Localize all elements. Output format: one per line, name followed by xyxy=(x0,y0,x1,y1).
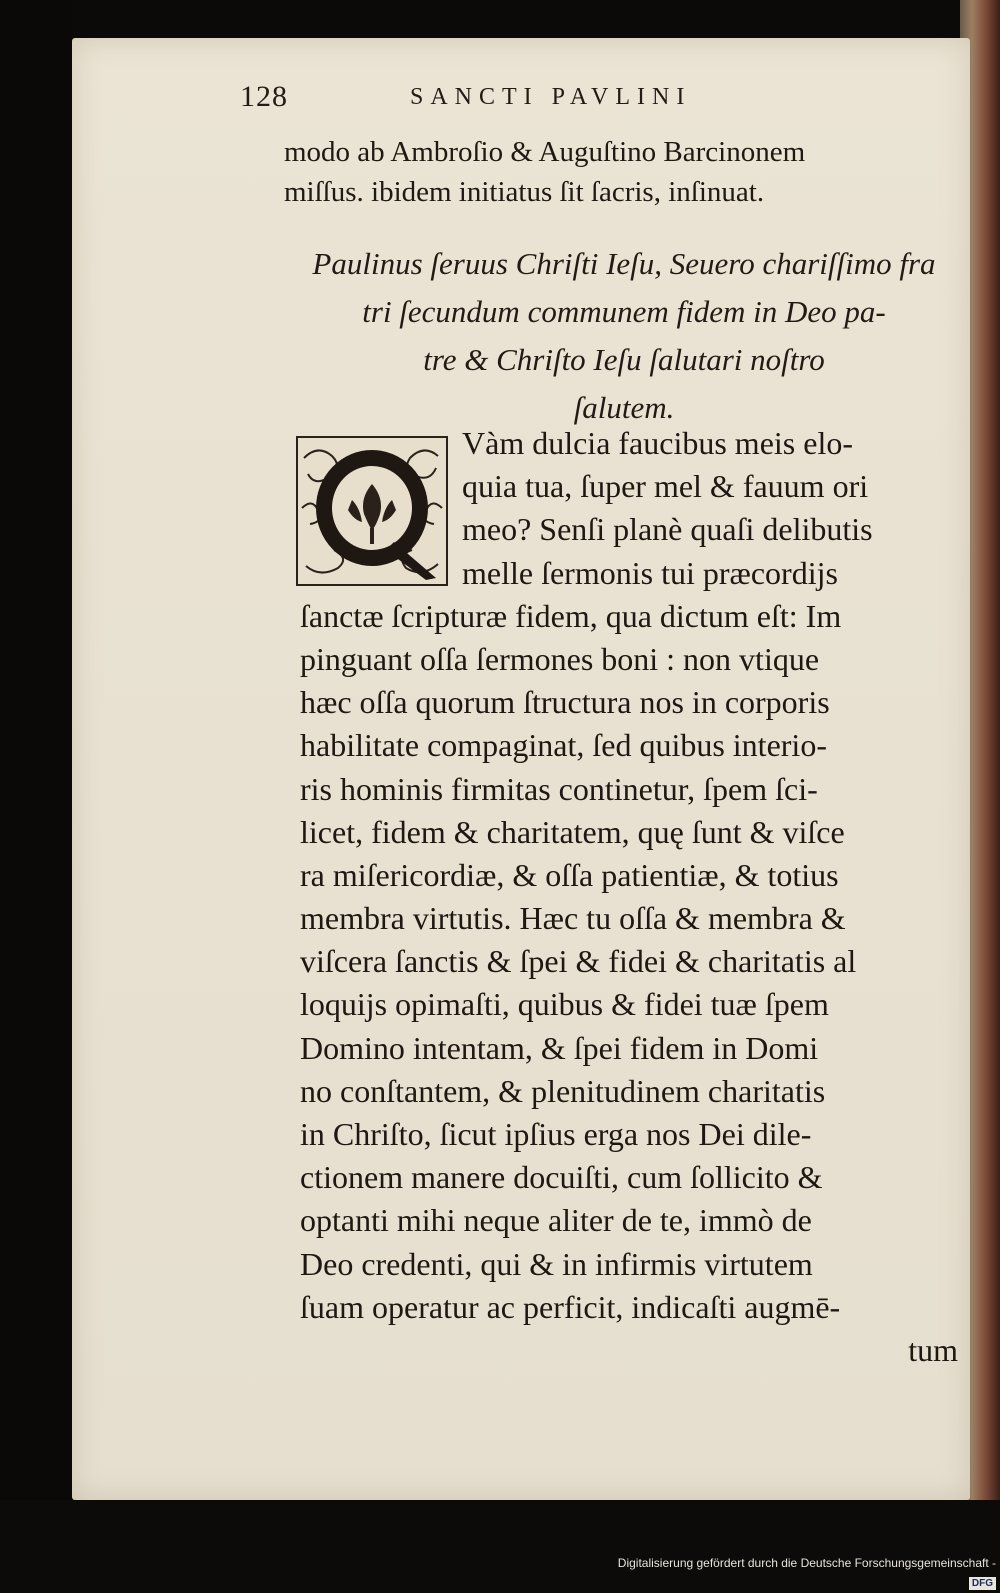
running-head xyxy=(240,80,840,124)
body-line: meo? Senſi planè quaſi delibutis xyxy=(462,511,873,548)
intro-line: miſſus. ibidem initiatus ſit ſacris, inſinuat. xyxy=(284,176,765,208)
body-line: habilitate compaginat, ſed quibus interio- xyxy=(300,727,827,764)
body-line: in Chriſto, ſicut ipſius erga nos Dei dile- xyxy=(300,1116,812,1152)
intro-line: modo ab Ambroſio & Auguſtino Barcinonem xyxy=(284,136,806,168)
body-line: pinguant oſſa ſermones boni : non vtique xyxy=(300,640,820,677)
body-line: licet, fidem & charitatem, quę ſunt & viſce xyxy=(300,813,845,850)
body-line: Domino intentam, & ſpei fidem in Domi xyxy=(300,1029,819,1066)
dfg-logo: DFG xyxy=(969,1577,996,1590)
body-line: optanti mihi neque aliter de te, immò de xyxy=(300,1202,812,1239)
digitization-footer xyxy=(600,1553,1000,1590)
body-line: quia tua, ſuper mel & fauum ori xyxy=(462,468,869,505)
heading-line: tre & Chriſto Ieſu ſalutari noſtro xyxy=(423,342,825,377)
body-line: ſuam operatur ac perficit, indicaſti augmē- xyxy=(300,1288,841,1325)
body-line: Deo credenti, qui & in infirmis virtutem xyxy=(300,1245,813,1282)
heading-line: ſalutem. xyxy=(573,390,675,425)
body-line: ctionem manere docuiſti, cum ſollicito & xyxy=(300,1159,823,1196)
scan-background-left xyxy=(0,0,72,1584)
body-line: viſcera ſanctis & ſpei & fidei & charitatis al xyxy=(300,943,857,980)
scan-background-top xyxy=(0,0,1000,40)
body-line: membra virtutis. Hæc tu oſſa & membra & xyxy=(300,900,846,937)
catchword: tum xyxy=(908,1331,958,1368)
body-line: no conſtantem, & plenitudinem charitatis xyxy=(300,1072,826,1109)
body-line: hæc oſſa quorum ſtructura nos in corporis xyxy=(300,684,830,721)
body-line: ra miſericordiæ, & oſſa patientiæ, & totius xyxy=(300,856,839,893)
letter-body xyxy=(300,422,968,1372)
heading-line: tri ſecundum communem fidem in Deo pa- xyxy=(362,294,886,329)
footer-credit-text: Digitalisierung gefördert durch die Deutsche Forschungsgemeinschaft - xyxy=(617,1556,996,1570)
running-head-title: SANCTI PAVLINI xyxy=(410,84,692,110)
page-number: 128 xyxy=(240,80,288,113)
body-line: melle ſermonis tui præcordijs xyxy=(462,554,838,591)
body-line: ris hominis firmitas continetur, ſpem ſci- xyxy=(300,770,818,807)
salutation-heading xyxy=(284,240,964,432)
body-line: ſanctæ ſcripturæ fidem, qua dictum eſt: Im xyxy=(300,597,842,634)
intro-paragraph xyxy=(284,132,964,212)
heading-line: Paulinus ſeruus Chriſti Ieſu, Seuero chariſſimo fra xyxy=(312,246,936,281)
body-line: loquijs opimaſti, quibus & fidei tuæ ſpem xyxy=(300,986,829,1023)
body-line: Vàm dulcia faucibus meis elo- xyxy=(462,425,853,461)
